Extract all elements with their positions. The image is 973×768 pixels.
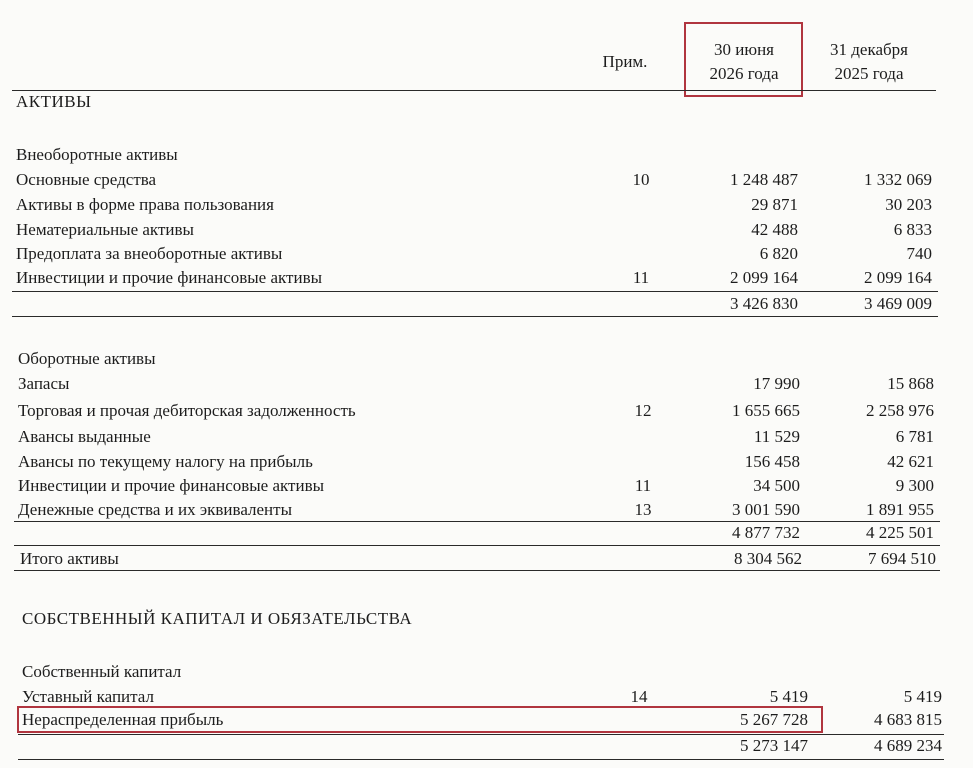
subtotal-value-current: 4 877 732 <box>732 523 800 542</box>
header-rule <box>12 90 936 91</box>
total-assets-value-prior: 7 694 510 <box>868 549 936 568</box>
row-value-prior: 5 419 <box>903 687 942 706</box>
table-row <box>18 399 934 423</box>
row-value-current: 5 419 <box>769 687 808 706</box>
row-value-current: 1 248 487 <box>730 170 798 189</box>
total-assets-label: Итого активы <box>20 549 119 568</box>
total-assets-row <box>20 547 936 571</box>
row-value-current: 156 458 <box>744 452 800 471</box>
row-note: 14 <box>630 687 648 706</box>
row-value-prior: 2 258 976 <box>866 401 934 420</box>
section-title-equity-liabilities: СОБСТВЕННЫЙ КАПИТАЛ И ОБЯЗАТЕЛЬСТВА <box>22 609 413 628</box>
total-rule <box>14 570 940 571</box>
row-label: Уставный капитал <box>22 687 154 706</box>
row-label: Предоплата за внеоборотные активы <box>16 244 283 263</box>
row-value-current: 42 488 <box>751 220 798 239</box>
table-row <box>16 242 932 266</box>
header-period-prior <box>810 38 928 86</box>
row-value-current: 2 099 164 <box>730 268 798 287</box>
row-label: Денежные средства и их эквиваленты <box>18 500 292 519</box>
row-value-current: 17 990 <box>753 374 800 393</box>
header-period-prior-line2: 2025 года <box>834 64 904 83</box>
row-note: 12 <box>634 401 652 420</box>
section-title-assets: АКТИВЫ <box>16 92 92 111</box>
row-note: 10 <box>632 170 650 189</box>
highlight-retained-earnings-row <box>17 706 823 733</box>
table-row <box>18 372 934 396</box>
row-label: Активы в форме права пользования <box>16 195 274 214</box>
header-period-prior-line1: 31 декабря <box>830 40 908 59</box>
table-row <box>18 498 934 522</box>
subtotal-value-current: 5 273 147 <box>740 736 808 755</box>
row-note: 11 <box>632 268 650 287</box>
header-period-current-line1: 30 июня <box>714 40 774 59</box>
highlight-current-period-header <box>684 22 803 97</box>
row-label: Авансы по текущему налогу на прибыль <box>18 452 313 471</box>
table-row <box>18 450 934 474</box>
header-note-column: Прим. <box>602 52 648 71</box>
row-value-current: 11 529 <box>753 427 800 446</box>
row-value-current: 1 655 665 <box>732 401 800 420</box>
row-note: 13 <box>634 500 652 519</box>
row-value-current: 5 267 728 <box>740 710 808 729</box>
table-row <box>18 425 934 449</box>
row-label: Запасы <box>18 374 70 393</box>
table-row <box>16 266 932 290</box>
table-row <box>16 168 932 192</box>
row-value-current: 29 871 <box>751 195 798 214</box>
subsection-title-noncurrent-assets: Внеоборотные активы <box>16 145 178 164</box>
row-value-current: 34 500 <box>753 476 800 495</box>
row-value-prior: 30 203 <box>885 195 932 214</box>
table-row <box>16 193 932 217</box>
subtotal-value-prior: 4 225 501 <box>866 523 934 542</box>
row-value-prior: 4 683 815 <box>874 710 942 729</box>
row-value-prior: 6 781 <box>895 427 934 446</box>
subsection-title-current-assets: Оборотные активы <box>18 349 156 368</box>
row-value-prior: 740 <box>906 244 932 263</box>
row-value-prior: 15 868 <box>887 374 934 393</box>
total-assets-value-current: 8 304 562 <box>734 549 802 568</box>
row-note: 11 <box>634 476 652 495</box>
row-label: Основные средства <box>16 170 157 189</box>
row-label: Торговая и прочая дебиторская задолженность <box>18 401 356 420</box>
row-value-prior: 1 891 955 <box>866 500 934 519</box>
table-row <box>16 218 932 242</box>
subtotal-row-equity <box>22 734 942 758</box>
subtotal-value-current: 3 426 830 <box>730 294 798 313</box>
subtotal-value-prior: 4 689 234 <box>874 736 942 755</box>
row-value-prior: 42 621 <box>887 452 934 471</box>
total-rule <box>14 545 940 546</box>
subsection-title-equity: Собственный капитал <box>22 662 182 681</box>
row-value-prior: 2 099 164 <box>864 268 932 287</box>
row-label: Инвестиции и прочие финансовые активы <box>16 268 323 287</box>
row-label: Нематериальные активы <box>16 220 194 239</box>
row-value-prior: 9 300 <box>895 476 934 495</box>
row-label: Авансы выданные <box>18 427 151 446</box>
row-label: Инвестиции и прочие финансовые активы <box>18 476 325 495</box>
subtotal-value-prior: 3 469 009 <box>864 294 932 313</box>
subtotal-row-current <box>18 521 934 545</box>
subtotal-rule <box>18 759 944 760</box>
row-label: Нераспределенная прибыль <box>22 710 224 729</box>
row-value-current: 3 001 590 <box>732 500 800 519</box>
header-period-current-line2: 2026 года <box>709 64 779 83</box>
row-value-prior: 6 833 <box>893 220 932 239</box>
subtotal-rule <box>12 316 938 317</box>
subtotal-row-noncurrent <box>16 292 932 316</box>
table-row <box>18 474 934 498</box>
row-value-prior: 1 332 069 <box>864 170 932 189</box>
row-value-current: 6 820 <box>759 244 798 263</box>
